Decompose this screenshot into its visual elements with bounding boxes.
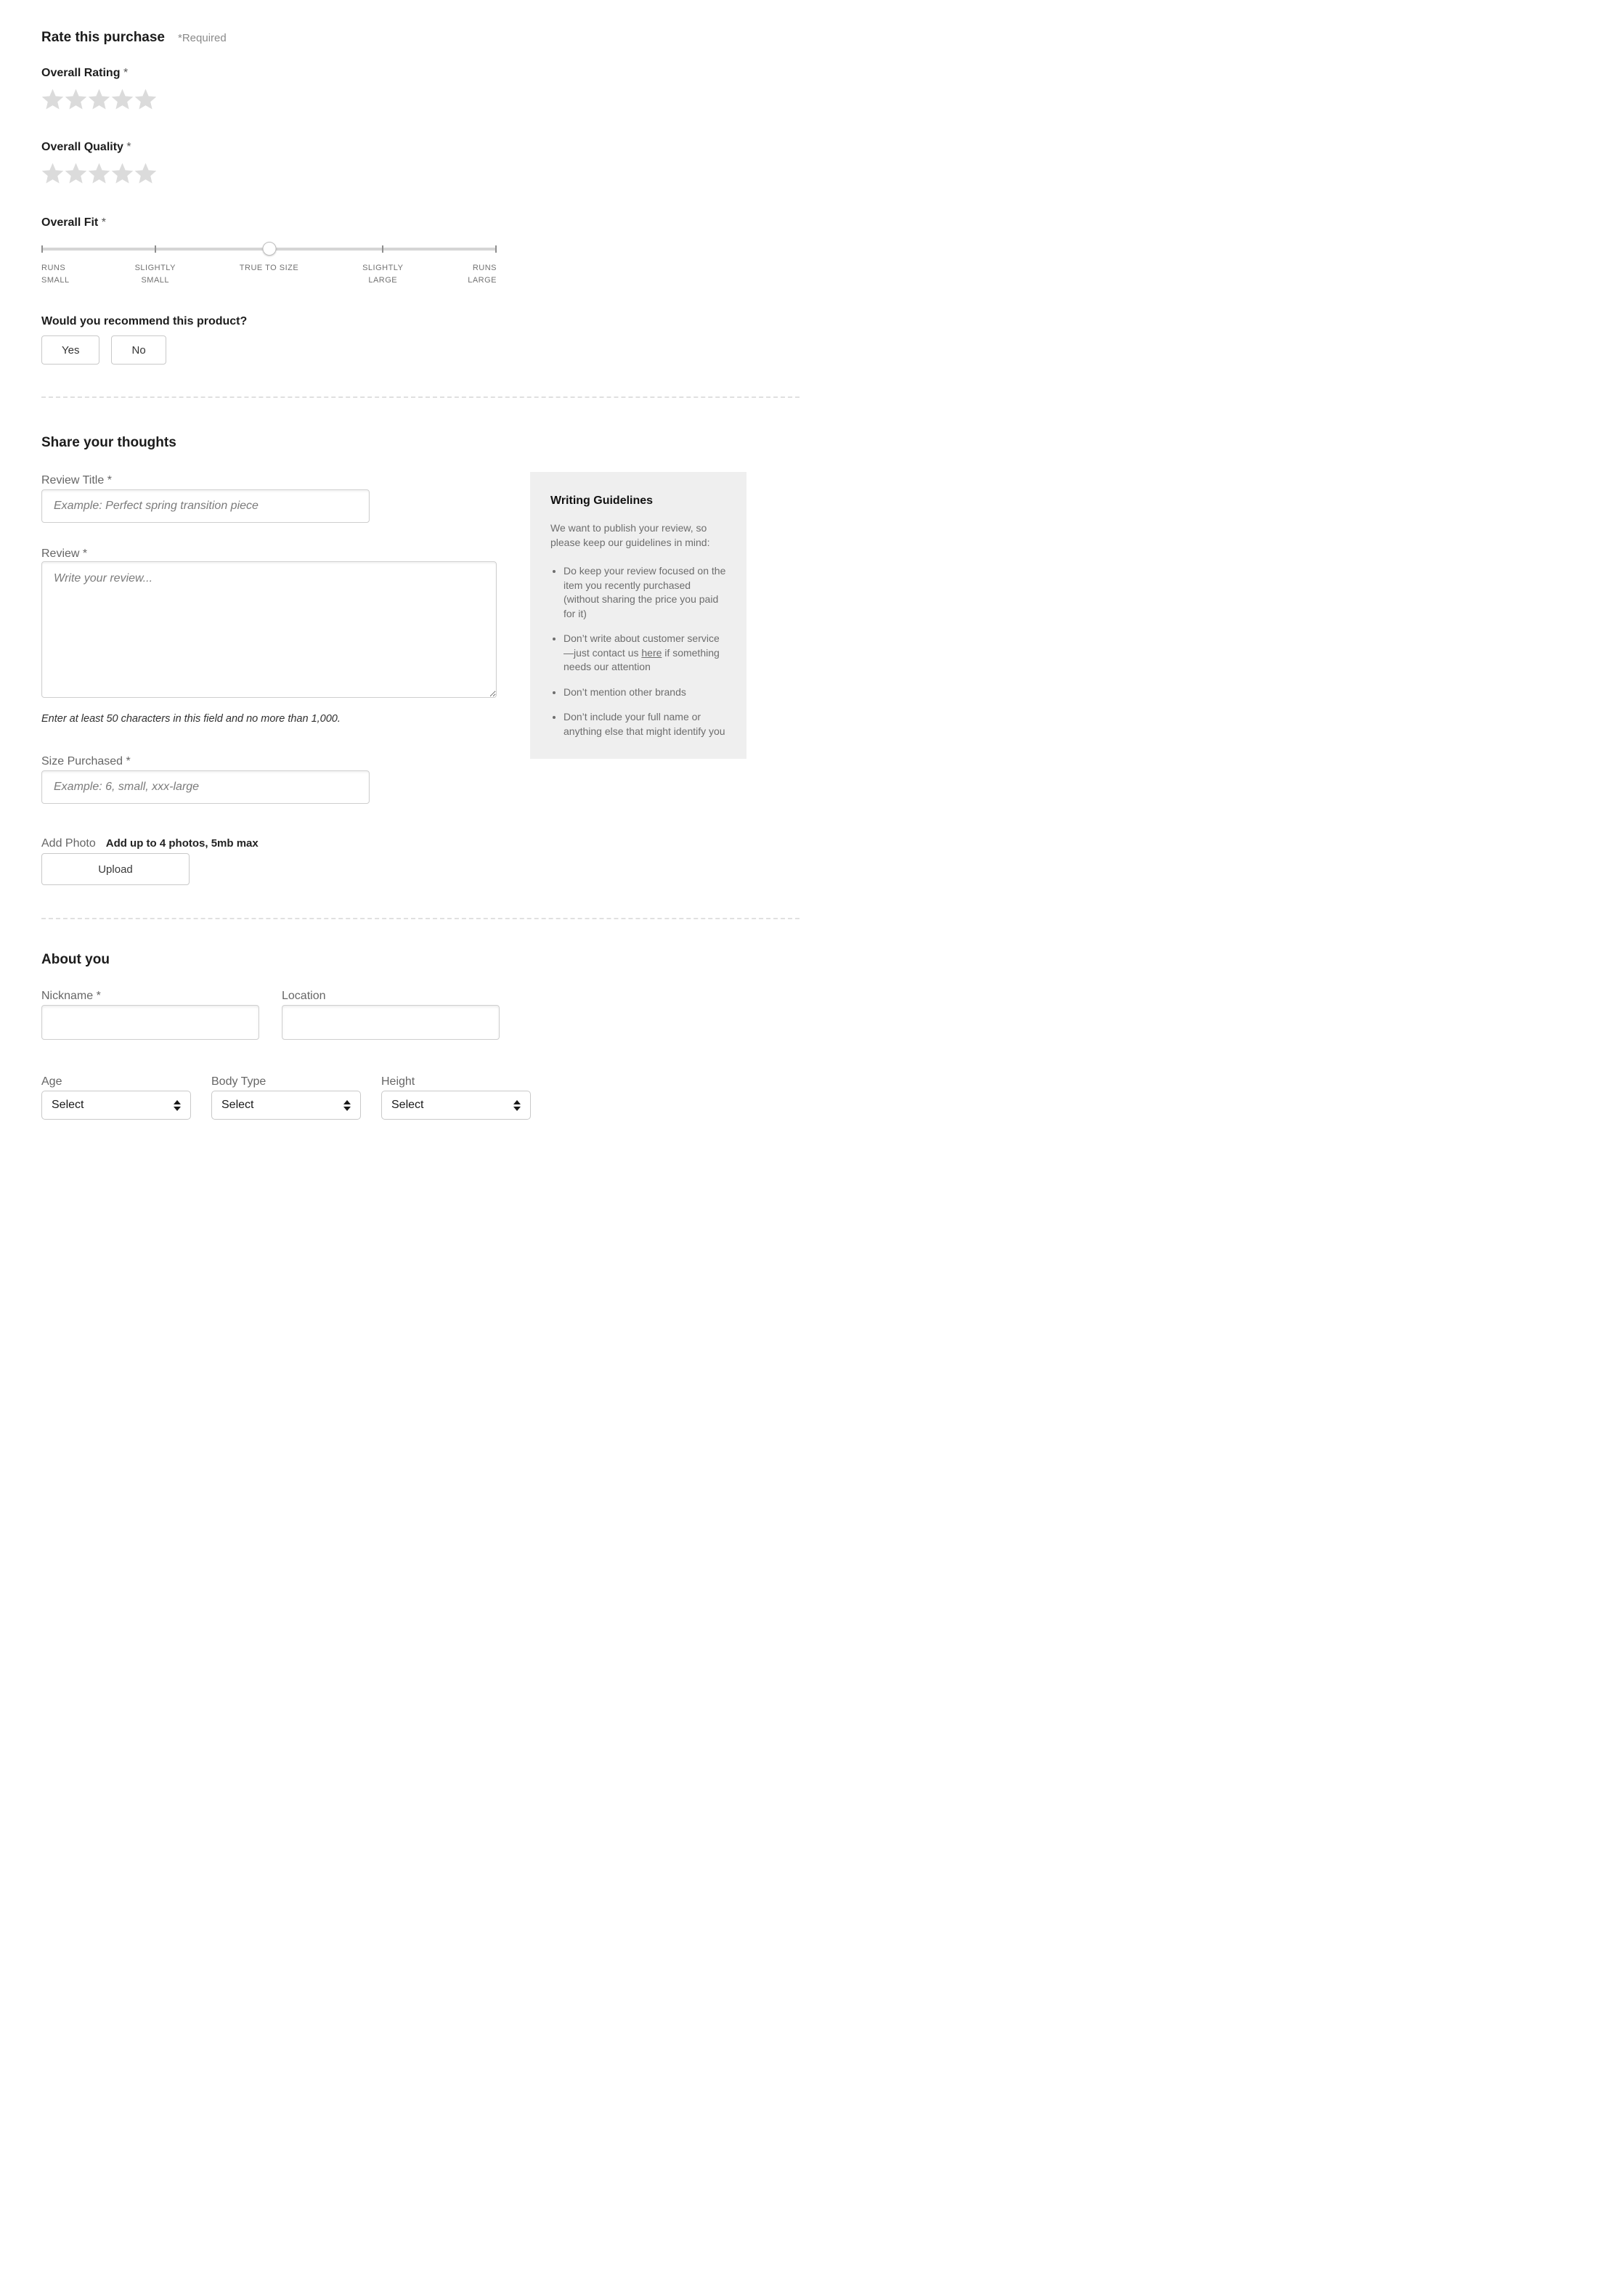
fit-slider-handle[interactable]	[262, 242, 276, 256]
about-section	[41, 951, 800, 1120]
fit-scale-slightly-small: SLIGHTLY SMALL	[134, 264, 176, 285]
age-select[interactable]	[41, 1091, 191, 1120]
star-icon[interactable]	[41, 89, 64, 110]
recommend-yes-button[interactable]: Yes	[41, 335, 99, 365]
star-icon[interactable]	[111, 163, 134, 184]
add-photo-label: Add Photo	[41, 837, 96, 850]
review-title-input[interactable]	[41, 489, 370, 523]
fit-scale-runs-large: RUNS LARGE	[468, 264, 497, 285]
star-icon[interactable]	[111, 89, 134, 110]
guidelines-intro: We want to publish your review, so please keep our guidelines in mind:	[550, 522, 710, 548]
select-arrows-icon	[513, 1100, 521, 1111]
star-icon[interactable]	[134, 89, 157, 110]
share-section	[41, 434, 800, 885]
required-asterisk: *	[126, 141, 131, 153]
required-asterisk: *	[101, 216, 106, 229]
recommend-question: Would you recommend this product?	[41, 315, 248, 327]
required-asterisk: *	[123, 67, 129, 79]
contact-here-link[interactable]: here	[641, 646, 662, 659]
overall-fit-label: Overall Fit *	[41, 216, 106, 229]
select-arrows-icon	[174, 1100, 181, 1111]
age-select-value: Select	[52, 1099, 84, 1111]
fit-slider-tick	[155, 245, 156, 253]
body-type-select[interactable]	[211, 1091, 361, 1120]
star-icon[interactable]	[41, 163, 64, 184]
fit-scale-true-to-size: TRUE TO SIZE	[239, 264, 299, 272]
guideline-item: • Don’t mention other brands	[563, 685, 726, 700]
review-label: Review *	[41, 547, 88, 560]
share-fields-column	[41, 451, 497, 885]
size-purchased-label: Size Purchased *	[41, 755, 131, 768]
guideline-item: • Don’t write about customer service—just contact us here if something needs our attention	[563, 632, 726, 675]
add-photo-note: Add up to 4 photos, 5mb max	[105, 837, 259, 850]
overall-quality-field	[41, 140, 800, 185]
section-divider	[41, 918, 800, 919]
location-input[interactable]	[282, 1005, 500, 1040]
review-helper-text: Enter at least 50 characters in this field and no more than 1,000.	[41, 713, 341, 725]
age-label: Age	[41, 1075, 62, 1088]
share-section-title: Share your thoughts	[41, 435, 176, 450]
section-divider	[41, 396, 800, 398]
overall-quality-stars	[41, 161, 800, 185]
fit-slider-tick	[382, 245, 383, 253]
size-purchased-input[interactable]	[41, 770, 370, 804]
guideline-item: • Do keep your review focused on the item you recently purchased (without sharing the price you paid for it)	[563, 564, 726, 621]
guidelines-title: Writing Guidelines	[550, 494, 654, 507]
guidelines-list	[550, 564, 726, 738]
location-label: Location	[282, 990, 326, 1002]
nickname-input[interactable]	[41, 1005, 259, 1040]
upload-button[interactable]: Upload	[41, 853, 190, 885]
height-label: Height	[381, 1075, 415, 1088]
recommend-no-button[interactable]: No	[111, 335, 166, 365]
overall-rating-label: Overall Rating *	[41, 67, 129, 79]
review-textarea[interactable]	[41, 561, 497, 698]
about-section-title: About you	[41, 952, 110, 967]
fit-slider-tick	[495, 245, 497, 253]
fit-scale-runs-small: RUNS SMALL	[41, 264, 70, 285]
page-title: Rate this purchase	[41, 30, 165, 45]
overall-quality-label: Overall Quality *	[41, 141, 131, 153]
star-icon[interactable]	[65, 89, 87, 110]
fit-scale-slightly-large: SLIGHTLY LARGE	[362, 264, 404, 285]
review-form-page	[0, 0, 800, 1149]
height-select[interactable]	[381, 1091, 531, 1120]
body-type-select-value: Select	[221, 1099, 254, 1111]
rate-section	[41, 0, 800, 365]
star-icon[interactable]	[134, 163, 157, 184]
recommend-buttons	[41, 335, 800, 365]
fit-slider-tick	[41, 245, 43, 253]
required-note: *Required	[178, 32, 227, 44]
star-icon[interactable]	[88, 89, 110, 110]
fit-slider[interactable]	[41, 242, 497, 256]
review-title-label: Review Title *	[41, 474, 112, 487]
fit-slider-scale	[41, 262, 497, 288]
select-arrows-icon	[343, 1100, 351, 1111]
height-select-value: Select	[391, 1099, 424, 1111]
overall-rating-field	[41, 66, 800, 111]
nickname-label: Nickname *	[41, 990, 101, 1002]
writing-guidelines-panel	[530, 472, 746, 759]
guideline-item: • Don’t include your full name or anything else that might identify you	[563, 710, 726, 738]
rate-heading-row	[41, 0, 800, 46]
overall-rating-stars	[41, 87, 800, 111]
star-icon[interactable]	[88, 163, 110, 184]
overall-fit-field	[41, 216, 800, 288]
body-type-label: Body Type	[211, 1075, 266, 1088]
star-icon[interactable]	[65, 163, 87, 184]
